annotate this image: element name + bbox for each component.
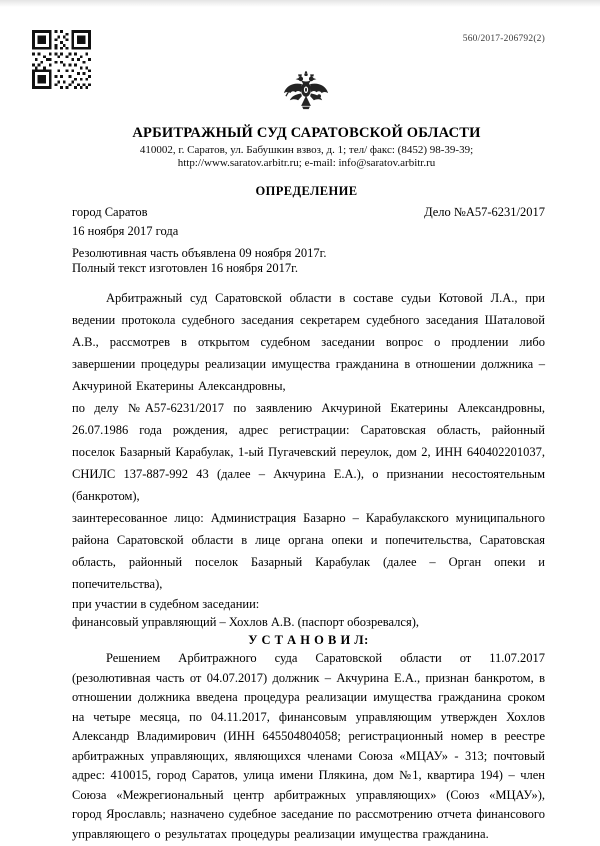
ustanovil-heading: У С Т А Н О В И Л: xyxy=(248,633,369,647)
paragraph-attendees-label: при участии в судебном заседании: xyxy=(72,597,260,611)
paragraph-financial-manager: финансовый управляющий – Хохлов А.В. (паспорт обозревался), xyxy=(72,615,419,629)
paragraph-ruling-details: Решением Арбитражного суда Саратовской области от 11.07.2017 (резолютивная часть от 04.07.2017) должник – Акчурина Е.А., признан банкротом, в отношении должника введена процедура реализации имущества гражданина сроком на четыре месяца, по 04.11.2017, финансовым управляющим утвержден Хохлов Александр Владимирович (ИНН 645504804058; регистрационный номер в реестре арбитражных управляющих, являющихся членами Союза «МЦАУ» - 313; почтовый адрес: 410015, город Саратов, улица имени Плякина, дом №1, квартира 194) – член Союза «Межрегиональный центр арбитражных управляющих» (Союз «МЦАУ»), город Ярославль; назначено судебное заседание по рассмотрению отчета финансового управляющего о результатах процедуры реализации имущества гражданина. xyxy=(72,651,545,841)
paragraph-case-applicant: по делу №А57-6231/2017 по заявлению Акчуриной Екатерины Александровны, 26.07.1986 года рождения, адрес регистрации: Саратовская область, районный поселок Базарный Карабулак, 1-ый Пугачевский переулок, дом 2, ИНН 640402201037, СНИЛС 137-887-992 43 (далее – Акчурина Е.А.), о признании несостоятельным (банкротом), xyxy=(72,401,545,503)
coat-of-arms-double-headed-eagle-icon xyxy=(282,66,330,118)
paragraph-court-composition: Арбитражный суд Саратовской области в составе судьи Котовой Л.А., при ведении протокола судебного заседания секретарем судебного заседания Шаталовой А.В., рассмотрев в открытом судебном заседании вопрос о продлении либо завершении процедуры реализации имущества гражданина в отношении должника – Акчуриной Екатерины Александровны, xyxy=(72,291,545,393)
document-date: 16 ноября 2017 года xyxy=(72,224,179,238)
court-contacts-line: http://www.saratov.arbitr.ru; e-mail: info@saratov.arbitr.ru xyxy=(177,157,436,169)
case-meta-row xyxy=(72,205,545,220)
court-address-line: 410002, г. Саратов, ул. Бабушкин взвоз, д. 1; тел/ факс: (8452) 98-39-39; xyxy=(139,143,474,156)
document-title: ОПРЕДЕЛЕНИЕ xyxy=(255,184,358,198)
page-top-edge-shadow xyxy=(0,0,600,7)
case-number: Дело №А57-6231/2017 xyxy=(424,205,545,219)
court-letterhead xyxy=(60,127,553,171)
resolutive-part-line: Резолютивная часть объявлена 09 ноября 2017г. xyxy=(72,246,327,260)
document-body xyxy=(72,205,545,844)
announcement-block xyxy=(72,246,545,275)
full-text-line: Полный текст изготовлен 16 ноября 2017г. xyxy=(72,260,298,275)
paragraph-interested-party: заинтересованное лицо: Администрация Базарно – Карабулакского муниципального района Саратовской области в лице органа опеки и попечительства, Саратовская область, районный поселок Базарный Карабулак (далее – Орган опеки и попечительства), xyxy=(72,511,545,591)
court-name: АРБИТРАЖНЫЙ СУД САРАТОВСКОЙ ОБЛАСТИ xyxy=(132,125,481,141)
city-label: город Саратов xyxy=(72,205,148,219)
qr-code-icon xyxy=(32,30,91,89)
document-registry-number: 560/2017-206792(2) xyxy=(462,34,545,44)
